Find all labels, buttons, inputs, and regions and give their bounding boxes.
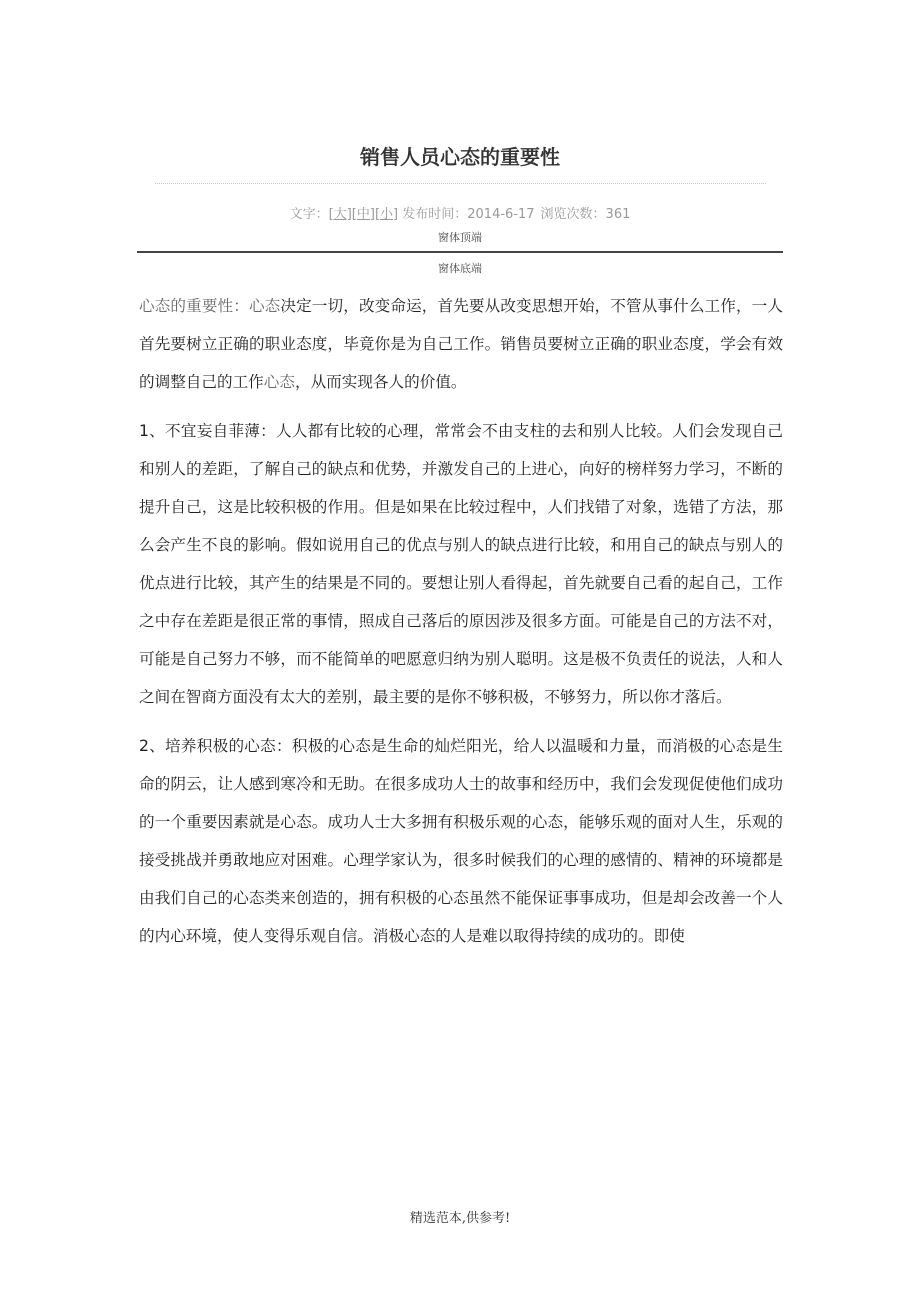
form-top-marker: 窗体顶端 [438, 231, 482, 244]
font-size-medium-link[interactable]: [中] [351, 207, 375, 222]
publish-time-label: 发布时间： [402, 207, 468, 222]
section-paragraph-2: 2、培养积极的心态：积极的心态是生命的灿烂阳光，给人以温暖和力量，而消极的心态是生命的阴云，让人感到寒冷和无助。在很多成功人士的故事和经历中，我们会发现促使他们成功的一个重要因素就是心态。成功人士大多拥有积极乐观的心态，能够乐观的面对人生，乐观的接受挑战并勇敢地应对困难。心理学家认为，很多时候我们的心理的感情的、精神的环境都是由我们自己的心态类来创造的，拥有积极的心态虽然不能保证事事成功，但是却会改善一个人的内心环境，使人变得乐观自信。消极心态的人是难以取得持续的成功的。即使 [139, 737, 783, 945]
article-body [139, 287, 783, 966]
keyword-link[interactable]: 心态的重要性：心态 [139, 297, 281, 315]
intro-text-end: ，从而实现各人的价值。 [294, 373, 467, 391]
view-count: 361 [605, 207, 631, 222]
page-footer-note: 精选范本,供参考! [409, 1211, 511, 1226]
article-meta [0, 203, 920, 222]
section-paragraph-1: 1、不宜妄自菲薄：人人都有比较的心理，常常会不由支柱的去和别人比较。人们会发现自己和别人的差距，了解自己的缺点和优势，并激发自己的上进心，向好的榜样努力学习，不断的提升自己，这是比较积极的作用。但是如果在比较过程中，人们找错了对象，选错了方法，那么会产生不良的影响。假如说用自己的优点与别人的缺点进行比较，和用自己的缺点与别人的优点进行比较，其产生的结果是不同的。要想让别人看得起，首先就要自己看的起自己，工作之中存在差距是很正常的事情，照成自己落后的原因涉及很多方面。可能是自己的方法不对，可能是自己努力不够，而不能简单的吧愿意归纳为别人聪明。这是极不负责任的说法，人和人之间在智商方面没有太大的差别，最主要的是你不够积极，不够努力，所以你才落后。 [139, 422, 783, 706]
keyword-link[interactable]: 心态 [263, 373, 295, 391]
font-size-small-link[interactable]: [小] [374, 207, 399, 222]
form-divider [137, 251, 783, 253]
form-bottom-marker: 窗体底端 [438, 262, 482, 275]
title-divider [155, 183, 766, 184]
intro-text: 决定一切，改变命运，首先要从改变思想开始，不管从事什么工作，一人首先要树立正确的职业态度，毕竟你是为自己工作。销售员要树立正确的职业态度，学会有效的调整自己的工作 [139, 297, 783, 391]
view-count-label: 浏览次数： [540, 207, 606, 222]
article-title: 销售人员心态的重要性 [360, 145, 560, 169]
font-size-large-link[interactable]: [大] [328, 207, 352, 222]
publish-date: 2014-6-17 [467, 207, 535, 222]
text-size-label: 文字： [289, 207, 329, 222]
intro-paragraph [139, 287, 783, 401]
